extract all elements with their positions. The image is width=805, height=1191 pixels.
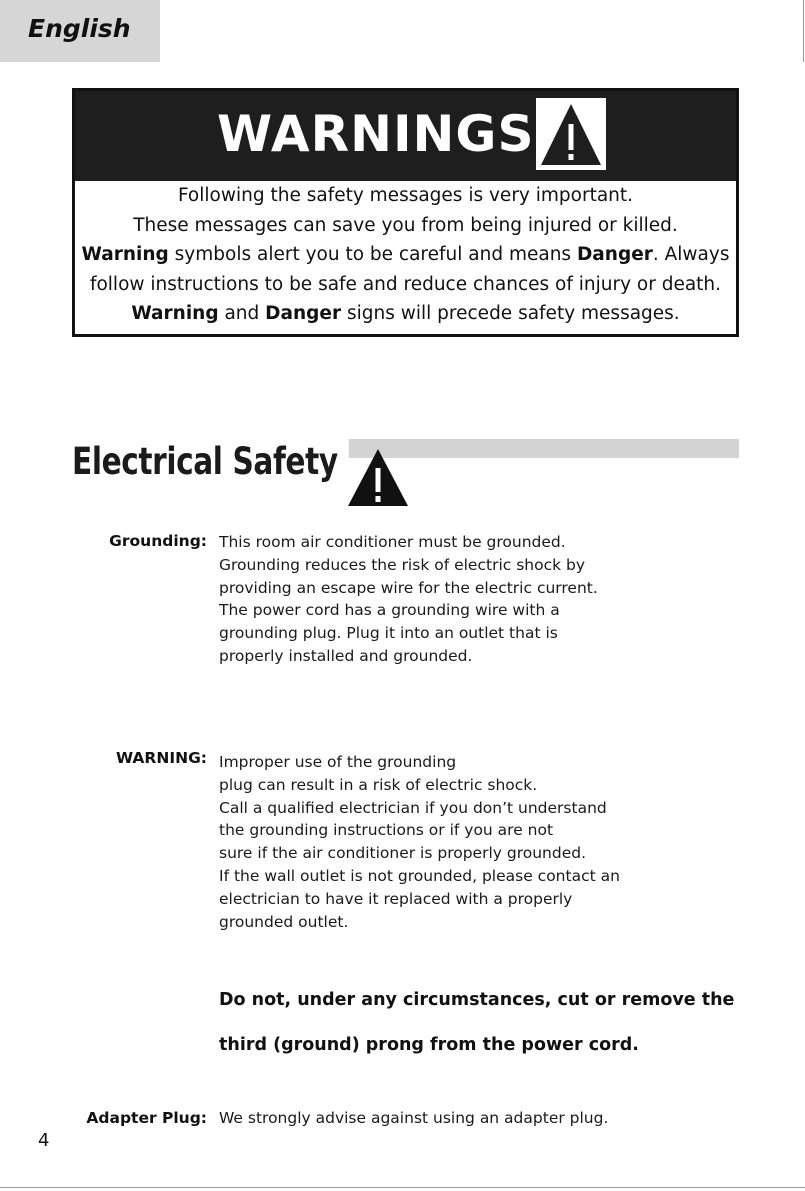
warnings-line: Warning symbols alert you to be careful and means Danger. Always: [81, 244, 730, 265]
warnings-line: Following the safety messages is very important.: [177, 185, 634, 206]
warning-line: Call a qualified electrician if you don’t understand: [219, 798, 607, 817]
adapter-line: We strongly advise against using an adapter plug.: [219, 1109, 609, 1127]
warning-line: grounded outlet.: [219, 912, 349, 931]
adapter-label: Adapter Plug:: [86, 1109, 207, 1127]
grounding-line: This room air conditioner must be grounded.: [219, 533, 566, 551]
grounding-text: [219, 531, 739, 668]
grounding-line: providing an escape wire for the electric current.: [219, 578, 598, 597]
page-number: 4: [38, 1130, 50, 1151]
grounding-label: Grounding:: [109, 532, 207, 550]
grounding-line: properly installed and grounded.: [219, 646, 473, 665]
warning-line: plug can result in a risk of electric shock.: [219, 775, 538, 794]
warnings-line: Warning and Danger signs will precede safety messages.: [131, 303, 680, 324]
grounding-line: Grounding reduces the risk of electric shock by: [219, 555, 586, 574]
warning-line: If the wall outlet is not grounded, please contact an: [219, 866, 620, 885]
warnings-body: [75, 181, 736, 329]
warning-line: the grounding instructions or if you are not: [219, 821, 554, 840]
language-tab: English: [0, 0, 160, 62]
warning-triangle-icon: [345, 446, 411, 508]
caution-line-2: third (ground) prong from the power cord.: [219, 1035, 639, 1055]
warning-label: WARNING:: [116, 749, 207, 767]
warning-line: Improper use of the grounding: [219, 753, 457, 771]
section-title: Electrical Safety: [72, 436, 349, 488]
warnings-header: [75, 91, 736, 181]
bottom-rule: [0, 1187, 805, 1188]
warning-line: sure if the air conditioner is properly grounded.: [219, 844, 587, 863]
adapter-text: [219, 1107, 739, 1130]
warning-triangle-icon: [536, 98, 606, 170]
warnings-line: follow instructions to be safe and reduce chances of injury or death.: [89, 273, 722, 295]
caution-line-1: Do not, under any circumstances, cut or remove the: [219, 990, 735, 1010]
edge-rule: [803, 0, 804, 62]
warnings-line: These messages can save you from being injured or killed.: [133, 214, 678, 236]
grounding-line: grounding plug. Plug it into an outlet that is: [219, 624, 558, 643]
warning-text: [219, 751, 739, 933]
grounding-line: The power cord has a grounding wire with a: [219, 601, 560, 620]
warnings-box: [72, 88, 739, 337]
warning-line: electrician to have it replaced with a properly: [219, 889, 573, 908]
warnings-title: WARNINGS: [217, 105, 535, 163]
